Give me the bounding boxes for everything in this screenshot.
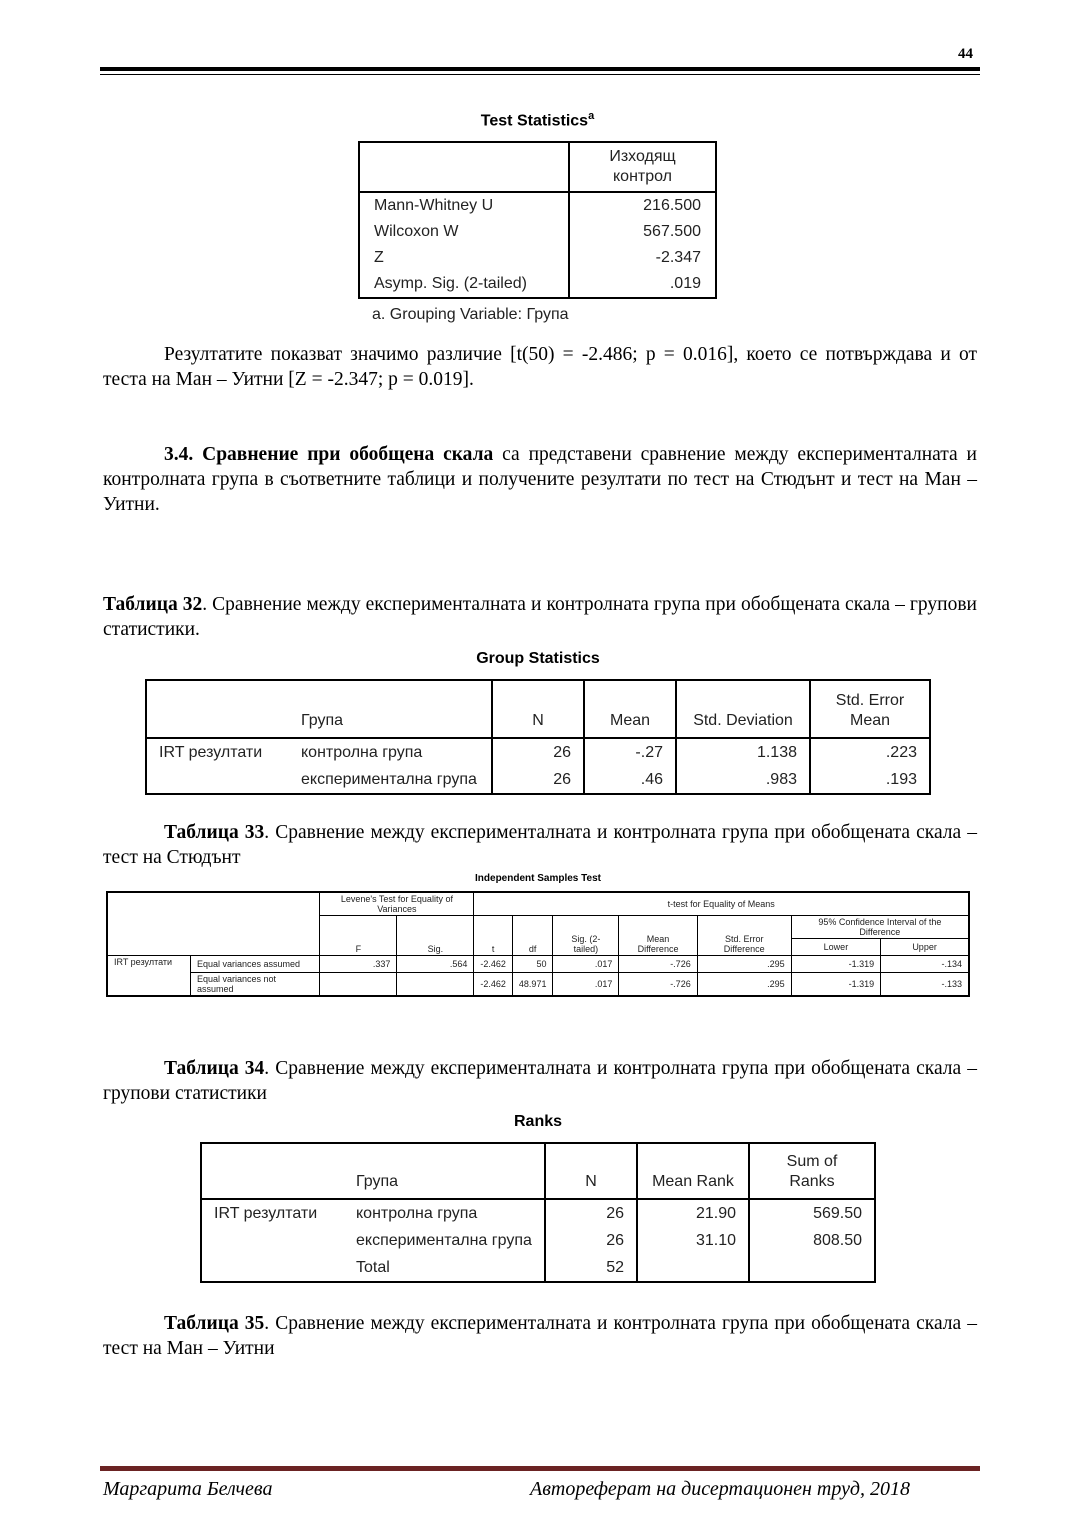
table-row: IRT резултати контролна група 26 21.90 569.50 (201, 1199, 875, 1227)
caption-table-33: Таблица 33. Сравнение между експерименталната и контролната група при обобщената скала – тест на Стюдънт (103, 822, 977, 868)
test-statistics-footnote: a. Grouping Variable: Група (372, 306, 569, 323)
paragraph-section-3-4: 3.4. Сравнение при обобщена скала са представени сравнение между експерименталната и контролната група в съответните таблици и получените резултати по тест на Стюдънт и тест на Ман – Уитни. (103, 444, 977, 515)
table-row: експериментална група 26 31.10 808.50 (201, 1227, 875, 1254)
table-row: Z -2.347 (359, 245, 716, 271)
header-rule (100, 67, 980, 71)
caption-table-35: Таблица 35. Сравнение между експерименталната и контролната група при обобщената скала – тест на Ман – Уитни (103, 1313, 977, 1359)
footer-author: Маргарита Белчева (103, 1478, 273, 1500)
table-row: IRT резултати Equal variances assumed .337 .564 -2.462 50 .017 -.726 .295 -1.319 -.134 (107, 956, 969, 973)
footer-title: Автореферат на дисертационен труд, 2018 (530, 1478, 911, 1500)
caption-table-34: Таблица 34. Сравнение между експерименталната и контролната група при обобщената скала – групови статистики (103, 1058, 977, 1104)
table-row: IRT резултати контролна група 26 -.27 1.138 .223 (146, 738, 930, 766)
table-row: Total 52 (201, 1254, 875, 1282)
group-statistics-table: Група N Mean Std. Deviation Std. Error Mean IRT резултати контролна група 26 -.27 1.138 .223 експериментална група 26 .46 .983 .193 (145, 679, 931, 795)
table-row: Mann-Whitney U 216.500 (359, 192, 716, 219)
caption-table-32: Таблица 32. Сравнение между експерименталната и контролната група при обобщената скала – групови статистики. (103, 594, 977, 640)
header-rule-thin (100, 74, 980, 75)
test-statistics-title: Test Statistics$^a$ (480, 110, 595, 130)
table-row: Wilcoxon W 567.500 (359, 219, 716, 245)
table-row: Equal variances not assumed -2.462 48.971 .017 -.726 .295 -1.319 -.133 (107, 973, 969, 997)
independent-samples-test-title: Independent Samples Test (475, 873, 601, 884)
table-row: експериментална група 26 .46 .983 .193 (146, 766, 930, 794)
group-statistics-title: Group Statistics (476, 650, 600, 667)
table-row: Asymp. Sig. (2-tailed) .019 (359, 271, 716, 298)
ranks-title: Ranks (513, 1113, 563, 1130)
ranks-table: Група N Mean Rank Sum of Ranks IRT резултати контролна група 26 21.90 569.50 експериментална група 26 31.10 808.50 Total 52 (200, 1142, 876, 1283)
page-number: 44 (958, 46, 973, 62)
independent-samples-test-table: Levene's Test for Equality of Variances t-test for Equality of Means F Sig. t df Sig. (2-tailed) Mean Difference Std. Error Difference 95% Confidence Interval of the Difference Lower Upper IRT резултати Equal variances assumed .337 .564 -2.462 50 .017 -.726 .295 -1.319 -.134 Equal variances not assumed -2.462 48.971 .017 -.726 .295 -1.319 -.133 (106, 891, 970, 997)
paragraph-results: Резултатите показват значимо различие [t(50) = -2.486; p = 0.016], което се потвърждава и от теста на Ман – Уитни [Z = -2.347; p = 0.019]. (103, 344, 977, 390)
footer-rule (100, 1466, 980, 1471)
test-statistics-table: Изходящ контрол Mann-Whitney U 216.500 Wilcoxon W 567.500 Z -2.347 Asymp. Sig. (2-tailed) .019 (358, 141, 717, 299)
